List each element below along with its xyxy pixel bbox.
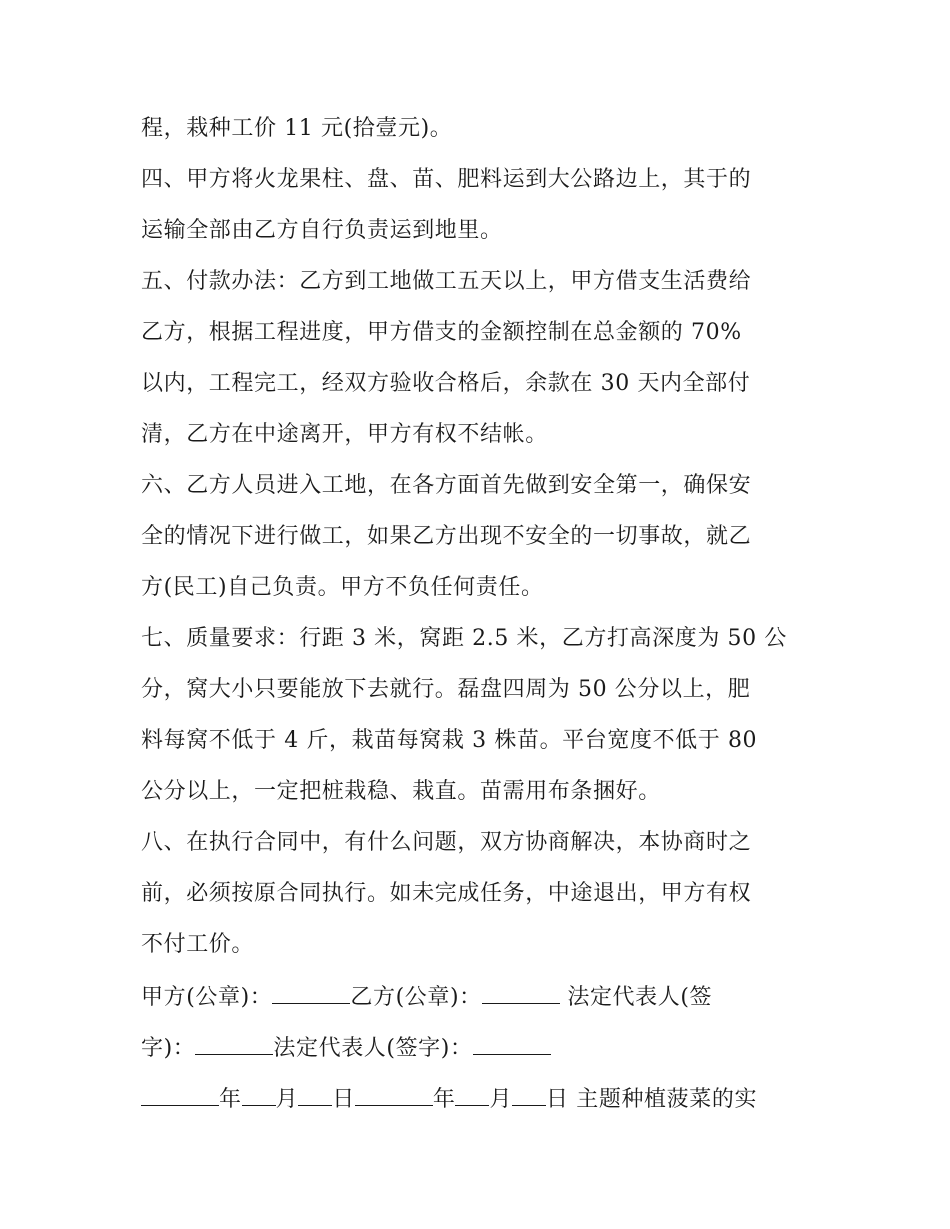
signature-line-1 bbox=[141, 981, 821, 1013]
legal-rep-2-blank bbox=[473, 1032, 551, 1055]
text-line: 六、乙方人员进入工地，在各方面首先做到安全第一，确保安 bbox=[141, 473, 752, 498]
signature-line-2 bbox=[141, 1032, 821, 1064]
month-blank-2 bbox=[455, 1083, 489, 1106]
month-blank bbox=[242, 1083, 276, 1106]
year-blank-2 bbox=[355, 1083, 433, 1106]
text-line: 分，窝大小只要能放下去就行。磊盘四周为 50 公分以上，肥 bbox=[141, 677, 751, 702]
text-line: 五、付款办法：乙方到工地做工五天以上，甲方借支生活费给 bbox=[141, 269, 752, 294]
party-b-seal-label: 乙方(公章)： bbox=[350, 985, 482, 1010]
text-line: 方(民工)自己负责。甲方不负任何责任。 bbox=[141, 575, 544, 600]
text-line: 料每窝不低于 4 斤，栽苗每窝栽 3 株苗。平台宽度不低于 80 bbox=[141, 728, 758, 753]
text-line: 前，必须按原合同执行。如未完成任务，中途退出，甲方有权 bbox=[141, 881, 752, 906]
legal-rep-label-cont: 字)： bbox=[141, 1036, 196, 1061]
year-blank bbox=[141, 1083, 219, 1106]
day-blank bbox=[298, 1083, 332, 1106]
day-blank-2 bbox=[512, 1083, 546, 1106]
year-label-2: 年 bbox=[432, 1087, 456, 1112]
trailing-text: 主题种植菠菜的实 bbox=[576, 1087, 758, 1112]
text-line: 乙方，根据工程进度，甲方借支的金额控制在总金额的 70% bbox=[141, 320, 742, 345]
text-line: 公分以上，一定把桩栽稳、栽直。苗需用布条捆好。 bbox=[141, 779, 661, 804]
year-label: 年 bbox=[219, 1087, 242, 1112]
day-label: 日 bbox=[332, 1087, 355, 1112]
legal-rep-label: 法定代表人(签 bbox=[567, 985, 713, 1010]
text-line: 全的情况下进行做工，如果乙方出现不安全的一切事故，就乙 bbox=[141, 524, 752, 549]
text-line: 四、甲方将火龙果柱、盘、苗、肥料运到大公路边上，其于的 bbox=[141, 167, 752, 192]
text-line: 不付工价。 bbox=[141, 932, 255, 957]
text-line: 清，乙方在中途离开，甲方有权不结帐。 bbox=[141, 422, 548, 447]
text-line: 程，栽种工价 11 元(拾壹元)。 bbox=[141, 116, 453, 141]
month-label: 月 bbox=[275, 1087, 299, 1112]
date-line bbox=[141, 1083, 821, 1115]
text-line: 七、质量要求：行距 3 米，窝距 2.5 米，乙方打高深度为 50 公 bbox=[141, 626, 787, 651]
text-line: 八、在执行合同中，有什么问题，双方协商解决，本协商时之 bbox=[141, 830, 752, 855]
text-line: 以内，工程完工，经双方验收合格后，余款在 30 天内全部付 bbox=[141, 371, 751, 396]
day-label-2: 日 bbox=[546, 1087, 569, 1112]
party-b-seal-blank bbox=[482, 981, 560, 1004]
month-label-2: 月 bbox=[489, 1087, 513, 1112]
party-a-seal-blank bbox=[272, 981, 350, 1004]
party-a-seal-label: 甲方(公章)： bbox=[141, 985, 273, 1010]
legal-rep-2-label: 法定代表人(签字)： bbox=[273, 1036, 473, 1061]
text-line: 运输全部由乙方自行负责运到地里。 bbox=[141, 218, 503, 243]
legal-rep-blank bbox=[195, 1032, 273, 1055]
